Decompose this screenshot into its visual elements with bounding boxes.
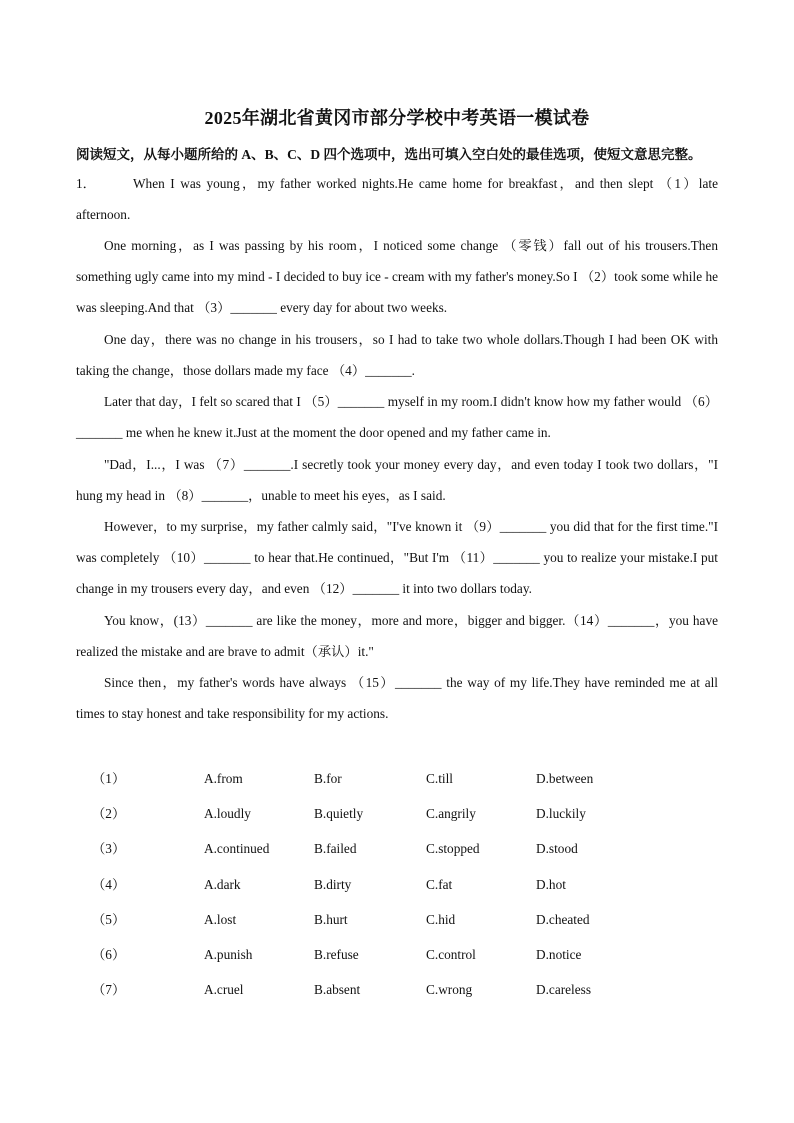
option-number: （4） [92,876,126,892]
passage-paragraph-8: Since then，my father's words have always （15）_______ the way of my life.They have reminded me at all times to stay honest and take responsibility for my actions. [76,675,718,721]
passage-paragraph-3: One day，there was no change in his trousers，so I had to take two whole dollars.Though I had been OK with taking the change，those dollars made my face （4）_______. [76,332,718,378]
option-a[interactable]: A.from [204,771,243,786]
option-row [92,869,652,904]
option-b[interactable]: B.dirty [314,876,352,892]
option-d[interactable]: D.between [536,771,594,786]
option-d[interactable]: D.cheated [536,911,590,927]
option-a[interactable]: A.continued [204,841,270,857]
passage-paragraph-5: "Dad，I...，I was （7）_______.I secretly took your money every day，and even today I took two dollars，"I hung my head in （8）_______，unable to meet his eyes，as I said. [76,457,718,503]
option-row [92,798,652,833]
option-number: （1） [92,771,126,786]
option-a[interactable]: A.punish [204,946,253,962]
option-number: （5） [92,911,126,927]
option-row [92,974,652,1009]
option-d[interactable]: D.hot [536,876,566,892]
section-instruction: 阅读短文，从每小题所给的 A、B、C、D 四个选项中，选出可填入空白处的最佳选项，使短文意思完整。 [76,147,702,162]
option-b[interactable]: B.absent [314,982,361,998]
option-b[interactable]: B.refuse [314,946,359,962]
option-a[interactable]: A.loudly [204,806,251,822]
option-number: （6） [92,946,126,962]
option-a[interactable]: A.dark [204,876,241,892]
option-b[interactable]: B.for [314,771,342,786]
option-a[interactable]: A.cruel [204,982,244,998]
option-c[interactable]: C.angrily [426,806,476,822]
option-d[interactable]: D.notice [536,946,582,962]
passage-paragraph-6: However，to my surprise，my father calmly said，"I've known it （9）_______ you did that for the first time."I was completely （10）_______ to hear that.He continued，"But I'm （11）_______ you to realize your mistake.I put change in my trousers every day，and even （12）_______ it into two dollars today. [76,519,718,596]
option-row [92,833,652,868]
option-c[interactable]: C.stopped [426,841,480,857]
passage-paragraph-4: Later that day，I felt so scared that I （5）_______ myself in my room.I didn't know how my father would （6）_______ me when he knew it.Just at the moment the door opened and my father came in. [76,394,718,440]
option-number: （3） [92,841,126,857]
option-c[interactable]: C.wrong [426,982,473,998]
option-c[interactable]: C.hid [426,911,456,927]
passage-paragraph-1: When I was young，my father worked nights.He came home for breakfast，and then slept （1）late afternoon. [76,176,718,222]
option-d[interactable]: D.careless [536,982,592,998]
option-number: （7） [92,982,126,998]
question-number: 1． [76,176,96,191]
option-row [92,904,652,939]
option-d[interactable]: D.luckily [536,806,586,822]
option-b[interactable]: B.failed [314,841,357,857]
option-row [92,939,652,974]
page-title: 2025年湖北省黄冈市部分学校中考英语一模试卷 [204,108,590,128]
option-c[interactable]: C.fat [426,876,453,892]
option-c[interactable]: C.till [426,771,453,786]
option-c[interactable]: C.control [426,946,476,962]
option-b[interactable]: B.quietly [314,806,364,822]
passage-paragraph-7: You know，(13）_______ are like the money，more and more，bigger and bigger.（14）_______，you have realized the mistake and are brave to admit（承认）it." [76,613,718,659]
option-b[interactable]: B.hurt [314,911,348,927]
option-number: （2） [92,806,126,822]
option-d[interactable]: D.stood [536,841,578,857]
option-row [92,763,652,798]
option-a[interactable]: A.lost [204,911,237,927]
options-table [92,763,652,1009]
passage-paragraph-2: One morning，as I was passing by his room，I noticed some change （零钱）fall out of his trousers.Then something ugly came into my mind ‐ I decided to buy ice ‐ cream with my father's money.So I （2）took some while he was sleeping.And that （3）_______ every day for about two weeks. [76,238,718,315]
